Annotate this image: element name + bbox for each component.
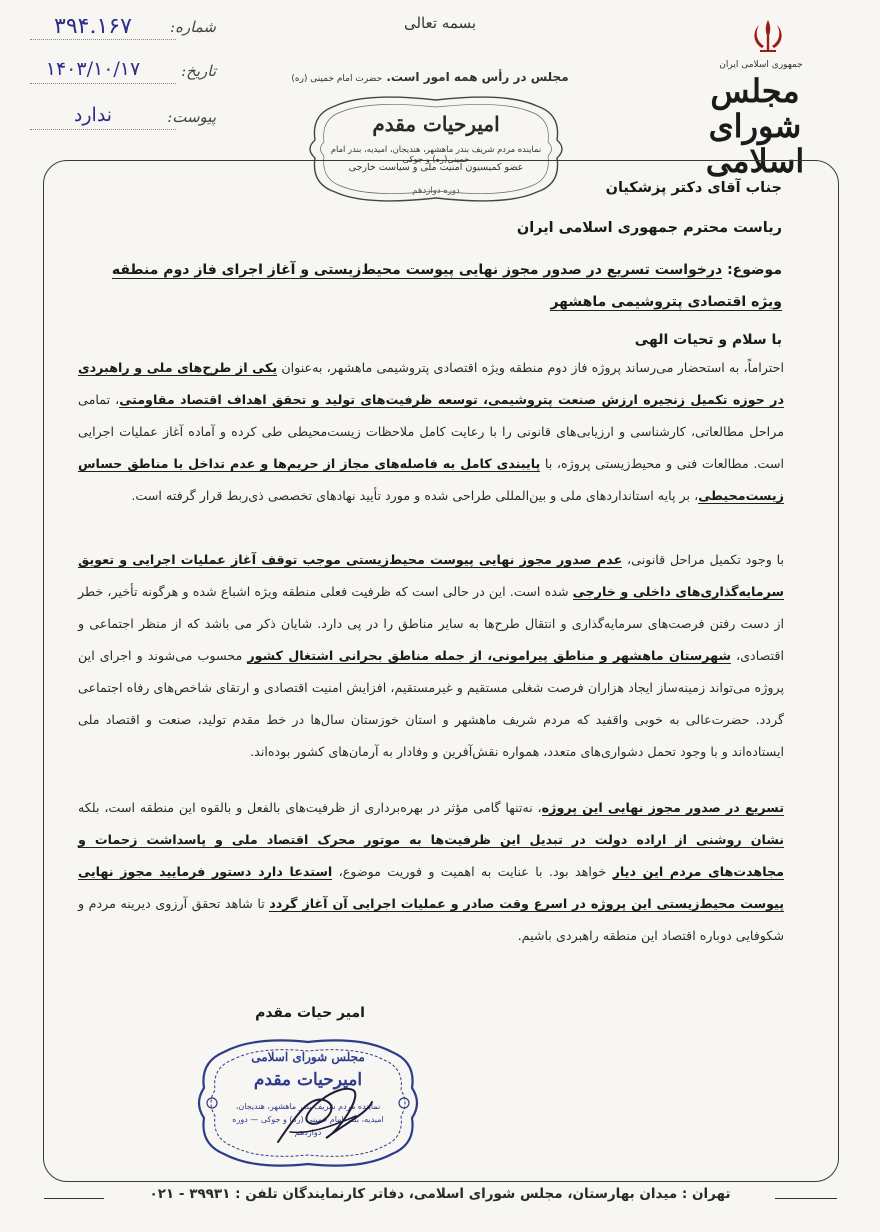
sender-name: امیرحیات مقدم <box>372 112 500 136</box>
signatory-name: امیر حیات مقدم <box>255 1005 365 1021</box>
stamp-logo: مجلس شورای اسلامی <box>251 1050 365 1064</box>
attachment-label: پیوست: <box>167 108 216 126</box>
stamp-description: نماینده مردم شریف بندر ماهشهر، هندیجان، امیدیه، بندر امام خمینی (ره) و جوکی — دوره دوازدهم <box>232 1102 384 1137</box>
parliament-logo: مجلس شورای اسلامی <box>705 72 805 181</box>
paragraph-text: شده است. این در حالی است که ظرفیت فعلی منطقه ویژه اشباع شده و هرگونه تأخیر، خطر از دست رفتن فرصت‌های سرمایه‌گذاری و انتقال طرح‌ها به سایر مناطق را در پی دارد. شایان ذکر می باشد که از منظر اجتماعی و اقتصادی، <box>78 584 784 663</box>
basmala: بسمه تعالی <box>403 14 477 32</box>
subject <box>78 254 782 318</box>
paragraph-text: ، تمامی مراحل مطالعاتی، کارشناسی و ارزیابی‌های قانونی را با رعایت کامل ملاحظات زیست‌محیطی طی کرده و آماده آغاز عملیات اجرایی است. مطالعات فنی و محیط‌زیستی پروژه، با <box>78 392 784 471</box>
motto-source: حضرت امام خمینی (ره) <box>291 74 383 84</box>
paragraph-text: خواهد بود. با عنایت به اهمیت و فوریت موضوع، <box>332 864 613 879</box>
subject-text: درخواست تسریع در صدور مجوز نهایی پیوست محیط‌زیستی و آغاز اجرای فاز دوم منطقه ویژه اقتصادی پتروشیمی ماهشهر <box>111 262 782 310</box>
letter-date-row <box>26 58 216 88</box>
emphasized-text: پایبندی کامل به فاصله‌های مجاز از حریم‌ها و عدم تداخل با مناطق حساس زیست‌محیطی <box>78 456 784 503</box>
republic-name: جمهوری اسلامی ایران <box>719 60 803 70</box>
parliament-term: دوره دوازدهم <box>412 186 460 196</box>
subject-label: موضوع: <box>727 262 782 278</box>
recipient-title: ریاست محترم جمهوری اسلامی ایران <box>516 220 782 236</box>
emphasized-text: تسریع در صدور مجوز نهایی این پروژه <box>541 800 784 815</box>
iran-emblem-icon <box>748 16 788 56</box>
sender-constituency: نماینده مردم شریف بندر ماهشهر، هندیجان، امیدیه، بندر امام خمینی(ره) و جوکی <box>330 144 542 164</box>
emphasized-text: عدم صدور مجوز نهایی پیوست محیط‌زیستی موجب توقف آغاز عملیات اجرایی و تعویق سرمایه‌گذاری‌های داخلی و خارجی <box>78 552 784 599</box>
date-dotted-line <box>30 83 176 84</box>
paragraph-text: ، نه‌تنها گامی مؤثر در بهره‌برداری از ظرفیت‌های بالفعل و بالقوه این منطقه است، بلکه <box>78 800 542 815</box>
emphasized-text: استدعا دارد دستور فرمایید مجوز نهایی پیوست محیط‌زیستی این پروژه در اسرع وقت صادر و عملیات اجرایی آن آغاز گردد <box>78 864 784 911</box>
motto-text: مجلس در رأس همه امور است. <box>386 70 569 84</box>
attachment-value: ندارد <box>73 104 113 126</box>
emphasized-text: یکی از طرح‌های ملی و راهبردی در حوزه تکمیل زنجیره ارزش صنعت پتروشیمی، توسعه ظرفیت‌های تولید و تحقق اهداف اقتصاد مقاومتی <box>78 360 784 407</box>
number-label: شماره: <box>170 18 216 36</box>
greeting: با سلام و تحیات الهی <box>634 332 782 348</box>
footer-address: تهران : میدان بهارستان، مجلس شورای اسلامی، دفاتر کارنمایندگان تلفن : ۳۹۹۳۱ - ۰۲۱ <box>149 1186 731 1202</box>
paragraph-3 <box>78 792 784 952</box>
recipient: جناب آقای دکتر پزشکیان <box>605 180 782 196</box>
paragraph-text: محسوب می‌شوند و اجرای این پروژه می‌تواند زمینه‌ساز ایجاد هزاران فرصت شغلی مستقیم و غیرمستقیم، افزایش امنیت اقتصادی و ارتقای شاخص‌های رفاه اجتماعی گردد. حضرت‌عالی به خوبی واقفید که مردم شریف ماهشهر و استان خوزستان سال‌ها در خط مقدم تولید، صنعت و اقتصاد ملی ایستاده‌اند و با وجود تحمل دشواری‌های متعدد، همواره نقش‌آفرین و وفادار به آرمان‌های کشور بوده‌اند. <box>78 648 784 759</box>
paragraph-2 <box>78 544 784 768</box>
letter-number-row <box>26 14 216 44</box>
paragraph-text: احتراماً، به استحضار می‌رساند پروژه فاز دوم منطقه ویژه اقتصادی پتروشیمی ماهشهر، به‌عنوان <box>277 360 785 375</box>
parliament-motto <box>225 70 635 84</box>
paragraph-text: با وجود تکمیل مراحل قانونی، <box>622 552 784 567</box>
paragraph-text: تا شاهد تحقق آرزوی دیرینه مردم و شکوفایی دوباره اقتصاد این منطقه راهبردی باشیم. <box>78 896 784 943</box>
paragraph-text: ، بر پایه استانداردهای ملی و بین‌المللی طراحی شده و مورد تأیید نهادهای تخصصی ذی‌ربط قرار گرفته است. <box>131 488 699 503</box>
paragraph-1 <box>78 352 784 512</box>
number-dotted-line <box>30 39 176 40</box>
attachment-dotted-line <box>30 129 176 130</box>
letter-attachment-row <box>26 104 216 134</box>
stamp-name: امیرحیات مقدم <box>253 1070 363 1090</box>
date-label: تاریخ: <box>181 62 216 80</box>
number-value: ۳۹۴.۱۶۷ <box>54 14 132 39</box>
date-value: ۱۴۰۳/۱۰/۱۷ <box>45 58 141 80</box>
emphasized-text: شهرستان ماهشهر و مناطق پیرامونی، از جمله مناطق بحرانی اشتغال کشور <box>247 648 732 663</box>
emphasized-text: نشان روشنی از اراده دولت در تبدیل این ظرفیت‌ها به موتور محرک اقتصاد ملی و پاسداشت زحمات و مجاهدت‌های مردم این دیار <box>78 832 784 879</box>
sender-committee: عضو کمیسیون امنیت ملی و سیاست خارجی <box>348 162 524 173</box>
handwritten-signature <box>268 1072 378 1152</box>
